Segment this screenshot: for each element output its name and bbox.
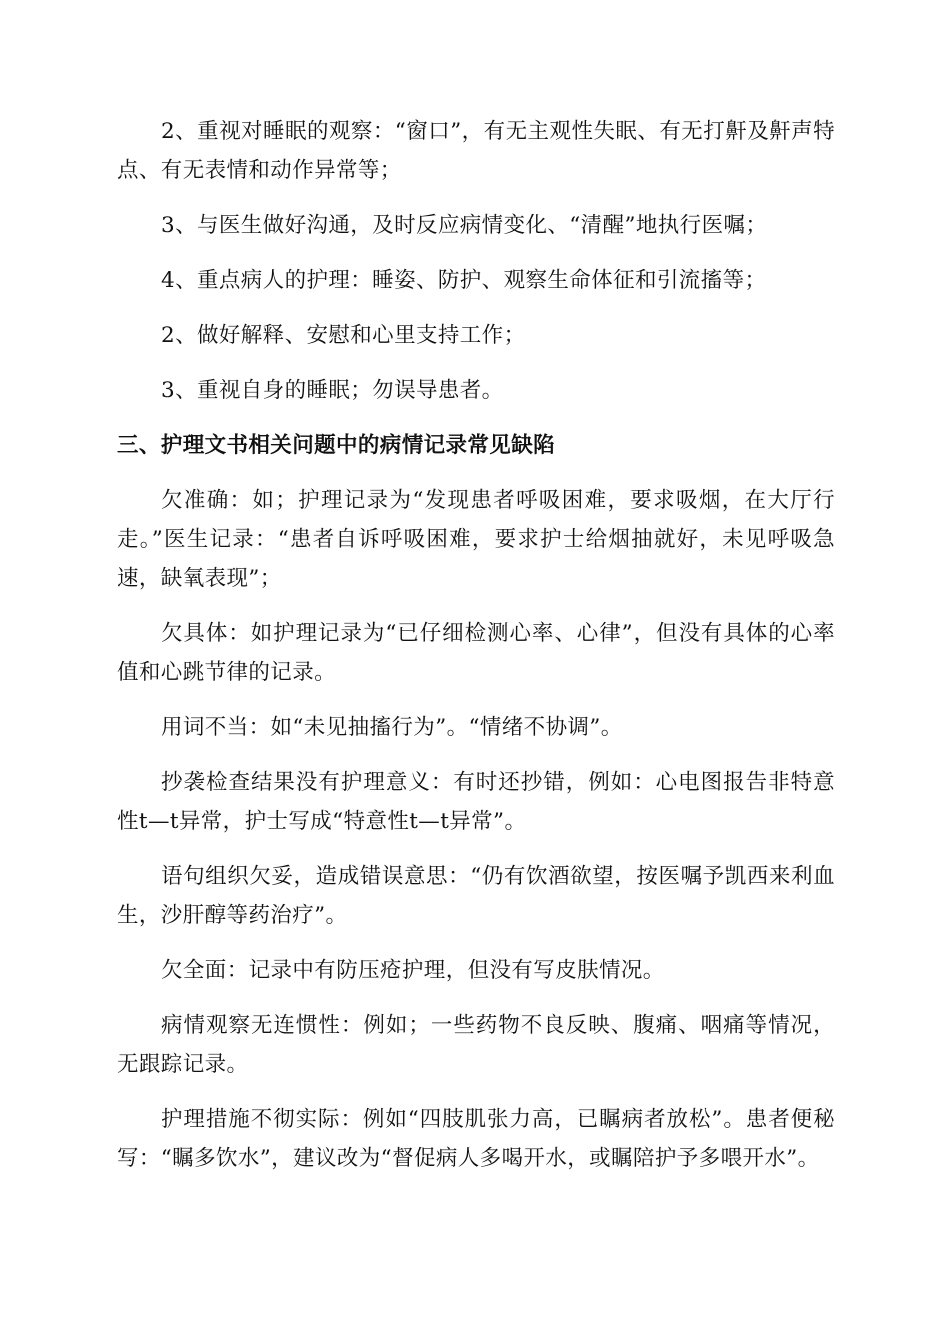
paragraph-own-sleep: 3、重视自身的睡眠；勿误导患者。 [161,378,504,403]
section-heading: 三、护理文书相关问题中的病情记录常见缺陷 [117,433,556,458]
paragraph-copied-results: 抄袭检查结果没有护理意义：有时还抄错，例如：心电图报告非特意性t—t异常，护士写成“特意性t—t异常”。 [117,770,835,834]
paragraph-sentence-organization: 语句组织欠妥，造成错误意思：“仍有饮酒欲望，按医嘱予凯西来利血生，沙肝醇等药治疗”。 [117,864,835,928]
paragraph-explanation-support: 2、做好解释、安慰和心里支持工作； [161,323,526,348]
paragraph-incomplete: 欠全面：记录中有防压疮护理，但没有写皮肤情况。 [161,958,665,983]
paragraph-wrong-wording: 用词不当：如“未见抽搐行为”。“情绪不协调”。 [161,715,623,740]
paragraph-inaccurate: 欠准确：如；护理记录为“发现患者呼吸困难，要求吸烟，在大厅行走。”医生记录：“患者自诉呼吸困难，要求护士给烟抽就好，未见呼吸急速，缺氧表现”； [117,488,835,591]
document-body [117,112,835,1178]
paragraph-doctor-communication: 3、与医生做好沟通，及时反应病情变化、“清醒”地执行医嘱； [161,213,768,238]
paragraph-sleep-observation: 2、重视对睡眠的观察：“窗口”，有无主观性失眠、有无打鼾及鼾声特点、有无表情和动作异常等； [117,119,835,183]
paragraph-not-specific: 欠具体：如护理记录为“已仔细检测心率、心律”，但没有具体的心率值和心跳节律的记录。 [117,621,835,685]
paragraph-no-continuity: 病情观察无连惯性：例如；一些药物不良反映、腹痛、咽痛等情况，无跟踪记录。 [117,1013,835,1077]
paragraph-impractical-measures: 护理措施不彻实际：例如“四肢肌张力高，已瞩病者放松”。患者便秘写：“瞩多饮水”，建议改为“督促病人多喝开水，或瞩陪护予多喂开水”。 [117,1107,835,1171]
paragraph-key-patient-care: 4、重点病人的护理：睡姿、防护、观察生命体征和引流搐等； [161,268,767,293]
